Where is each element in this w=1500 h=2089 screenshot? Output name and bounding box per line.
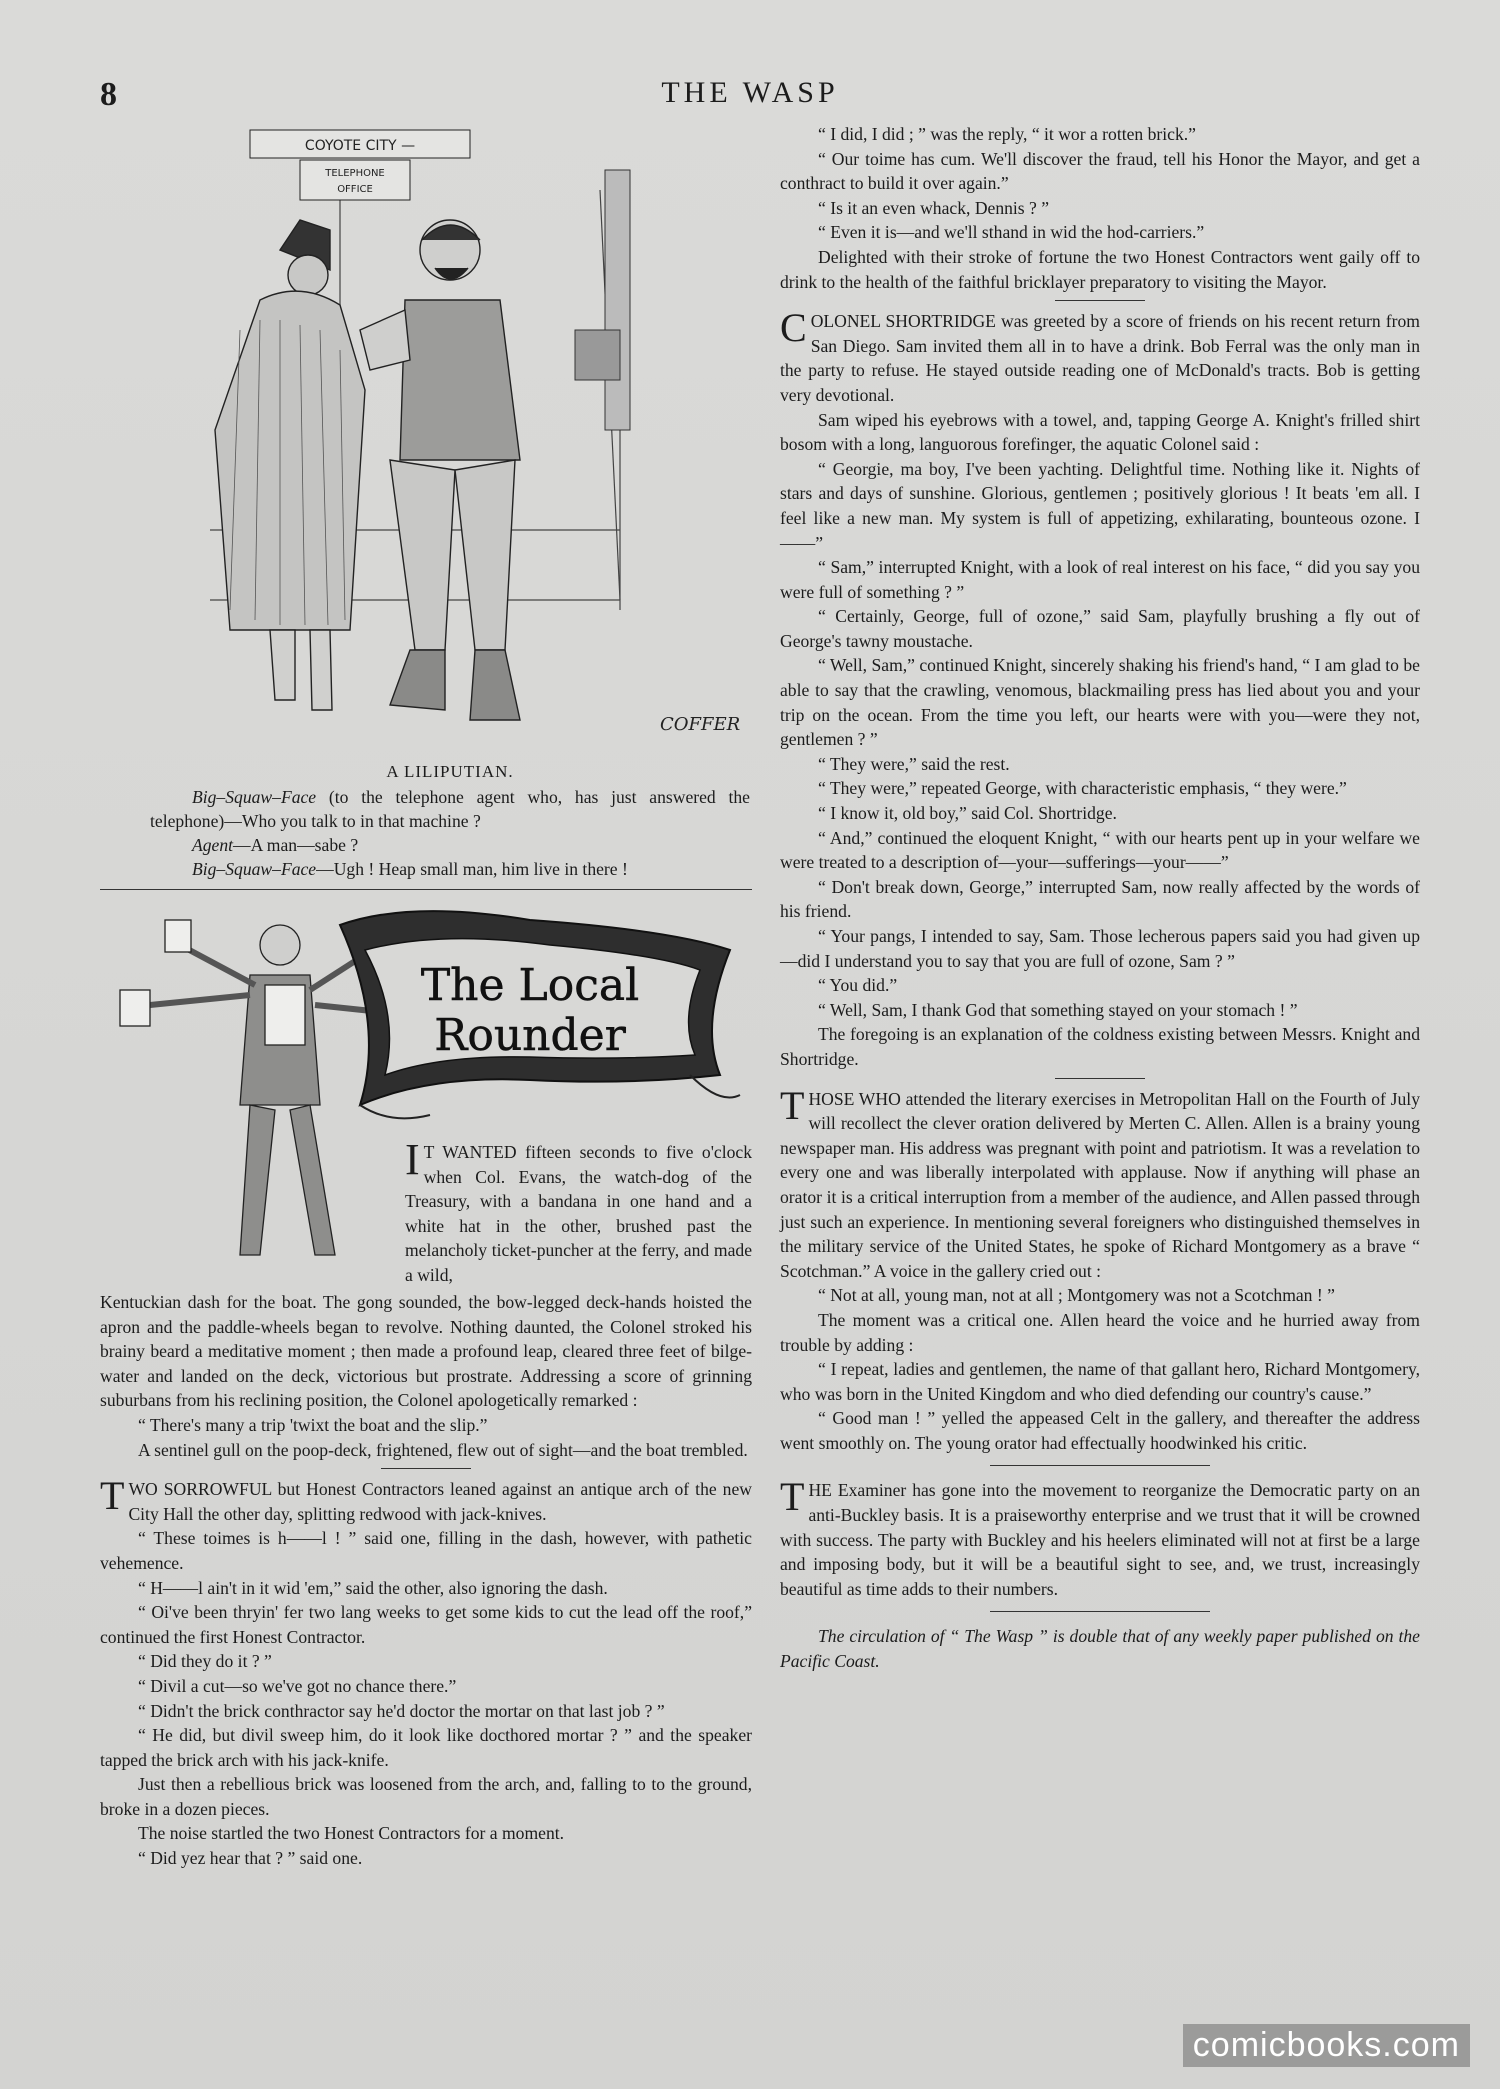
separator-rule <box>990 1611 1210 1612</box>
drop-cap: C <box>780 305 807 351</box>
paragraph <box>100 1699 752 1724</box>
cartoon-caption <box>150 760 750 881</box>
paragraph <box>780 1357 1420 1406</box>
paragraph <box>100 1576 752 1601</box>
paragraph <box>780 555 1420 604</box>
paragraph-text: “ Certainly, George, full of ozone,” said Sam, playfully brushing a fly out of George's tawny moustache. <box>780 606 1420 651</box>
paragraph-text: “ Did they do it ? ” <box>138 1651 272 1672</box>
paragraph-text: “ And,” continued the eloquent Knight, “ with our hearts pent up in your welfare we were treated to a description of—your—sufferings—your——” <box>780 827 1420 873</box>
paragraph-text: Delighted with their stroke of fortune the two Honest Contractors went gaily off to drink to the health of the faithful bricklayer preparatory to visiting the Mayor. <box>780 246 1420 292</box>
paragraph <box>780 245 1420 294</box>
paragraph-text: “ They were,” said the rest. <box>818 753 1010 774</box>
paragraph <box>780 776 1420 801</box>
paragraph-text: A sentinel gull on the poop-deck, frightened, flew out of sight—and the boat trembled. <box>138 1439 748 1460</box>
paragraph-text: “ Not at all, young man, not at all ; Montgomery was not a Scotchman ! ” <box>818 1285 1335 1306</box>
paragraph <box>100 1526 752 1575</box>
paragraph-text: Just then a rebellious brick was loosened from the arch, and, falling to to the ground, broke in a dozen pieces. <box>100 1774 752 1819</box>
paragraph-text: “ Sam,” interrupted Knight, with a look of real interest on his face, “ did you say you were full of something ? ” <box>780 557 1420 602</box>
paragraph <box>780 1283 1420 1308</box>
paragraph <box>780 1474 1420 1601</box>
paragraph-text: “ Good man ! ” yelled the appeased Celt in the gallery, and thereafter the address went smoothly on. The young orator had effectually hoodwinked his critic. <box>780 1408 1420 1453</box>
artist-signature: COFFER <box>660 714 741 735</box>
section-divider <box>100 889 752 890</box>
paragraph <box>780 924 1420 973</box>
paragraph-text: “ Divil a cut—so we've got no chance there.” <box>138 1675 457 1696</box>
svg-text:TELEPHONE: TELEPHONE <box>325 168 385 179</box>
paragraph-text: “ There's many a trip 'twixt the boat and the slip.” <box>138 1414 488 1435</box>
paragraph <box>100 1723 752 1772</box>
paragraph <box>100 1821 752 1846</box>
paragraph-text: “ Is it an even whack, Dennis ? ” <box>818 197 1050 218</box>
paragraph-text: “ I know it, old boy,” said Col. Shortridge. <box>818 803 1117 824</box>
paragraph-text: “ Our toime has cum. We'll discover the fraud, tell his Honor the Mayor, and get a conthract to build it over again.” <box>780 148 1420 194</box>
paragraph-text: Sam wiped his eyebrows with a towel, and, tapping George A. Knight's frilled shirt bosom with a long, languorous forefinger, the aquatic Colonel said : <box>780 409 1420 455</box>
separator-rule <box>381 1468 471 1469</box>
paragraph <box>780 1406 1420 1455</box>
paragraph <box>780 875 1420 924</box>
drop-cap: T <box>100 1473 125 1519</box>
separator-rule <box>990 1465 1210 1466</box>
paragraph-text: Kentuckian dash for the boat. The gong sounded, the bow-legged deck-hands hoisted the apron and the paddle-wheels began to revolve. Nothing daunted, the Colonel stroked his brainy beard a meditative moment ; then made a profound leap, cleared three feet of bilge-water and landed on the deck, victorious but prostrate. Addressing a score of grinning suburbans from his reclining position, the Colonel apologetically remarked : <box>100 1292 752 1411</box>
paragraph <box>100 1438 752 1463</box>
paragraph <box>100 1772 752 1821</box>
paragraph-text: “ H——l ain't in it wid 'em,” said the other, also ignoring the dash. <box>138 1577 608 1598</box>
paragraph-text: “ I repeat, ladies and gentlemen, the name of that gallant hero, Richard Montgomery, who was born in the United Kingdom and who died defending our country's cause.” <box>780 1359 1420 1404</box>
paragraph <box>780 196 1420 221</box>
paragraph <box>100 1413 752 1438</box>
paragraph-text: The circulation of “ The Wasp ” is double that of any weekly paper published on the Pacific Coast. <box>780 1626 1420 1672</box>
speaker-3: Big–Squaw–Face <box>192 858 317 879</box>
paragraph <box>780 604 1420 653</box>
intro-text: T WANTED fifteen seconds to five o'clock when Col. Evans, the watch-dog of the Treasury, with a bandana in one hand and a white hat in the other, brushed past the melancholy ticket-puncher at the ferry, and made a wild, <box>405 1142 752 1285</box>
speaker-2: Agent <box>192 834 234 855</box>
paragraph-text: “ Well, Sam,” continued Knight, sincerely shaking his friend's hand, “ I am glad to be able to say that the crawling, venomous, blackmailing press has lied about you and your trip on the ocean. From the time you left, our hearts were with you—were they not, gentlemen ? ” <box>780 655 1420 750</box>
paragraph-text: “ Oi've been thryin' fer two lang weeks to get some kids to cut the lead off the roof,” continued the first Honest Contractor. <box>100 1602 752 1647</box>
paragraph-text: HE Examiner has gone into the movement to reorganize the Democratic party on an anti-Buckley basis. It is a praiseworthy enterprise and we trust that it will be crowned with success. The party with Buckley and his heelers eliminated will not at first be a large and imposing body, but it will be a beautiful sight to see, and, we trust, increasingly beautiful as time adds to their numbers. <box>780 1480 1420 1599</box>
paragraph-text: The moment was a critical one. Allen heard the voice and he hurried away from trouble by adding : <box>780 1309 1420 1355</box>
paragraph-text: “ These toimes is h——l ! ” said one, filling in the dash, however, with pathetic vehemence. <box>100 1528 752 1573</box>
paragraph-text: “ Didn't the brick conthractor say he'd doctor the mortar on that last job ? ” <box>138 1700 665 1721</box>
paragraph-text: OLONEL SHORTRIDGE was greeted by a score of friends on his recent return from San Diego. Sam invited them all in to have a drink. Bob Ferral was the only man in the party to refuse. He stayed outside reading one of McDonald's tracts. Bob is getting very devotional. <box>780 311 1420 405</box>
paragraph-text: The foregoing is an explanation of the coldness existing between Messrs. Knight and Shortridge. <box>780 1024 1420 1069</box>
line-3: —Ugh ! Heap small man, him live in there ! <box>316 858 628 879</box>
paragraph-text: “ Did yez hear that ? ” said one. <box>138 1848 363 1869</box>
separator-rule <box>1055 1078 1145 1079</box>
paragraph <box>780 305 1420 407</box>
paragraph <box>100 1674 752 1699</box>
paragraph <box>780 826 1420 875</box>
line-2: —A man—sabe ? <box>233 834 359 855</box>
paragraph-text: “ Georgie, ma boy, I've been yachting. Delightful time. Nothing like it. Nights of stars and days of sunshine. Glorious, gentlemen ; positively glorious ! It beats 'em all. I feel like a new man. My system is full of appetizing, exhilarating, bounteous ozone. I——” <box>780 458 1420 553</box>
paragraph-text: WO SORROWFUL but Honest Contractors leaned against an antique arch of the new City Hall the other day, splitting redwood with jack-knives. <box>128 1479 752 1524</box>
paragraph <box>780 1022 1420 1071</box>
paragraph-text: “ He did, but divil sweep him, do it look like docthored mortar ? ” and the speaker tapped the brick arch with his jack-knife. <box>100 1725 752 1770</box>
liliputian-cartoon <box>200 130 741 760</box>
masthead-title: THE WASP <box>661 76 839 109</box>
paragraph-text: “ You did.” <box>818 975 898 996</box>
speaker-1: Big–Squaw–Face <box>192 786 317 807</box>
paragraph-text: “ I did, I did ; ” was the reply, “ it wor a rotten brick.” <box>818 124 1196 144</box>
paragraph-text: The noise startled the two Honest Contractors for a moment. <box>138 1823 565 1844</box>
paragraph <box>780 973 1420 998</box>
separator-rule <box>1055 300 1145 301</box>
paragraph-text: “ Well, Sam, I thank God that something stayed on your stomach ! ” <box>818 999 1298 1020</box>
cartoon-dialogue <box>150 785 750 881</box>
paragraph-text: “ Your pangs, I intended to say, Sam. Those lecherous papers said you had given up—did I understand you to say that you are full of ozone, Sam ? ” <box>780 926 1420 971</box>
drop-cap: T <box>780 1474 805 1520</box>
paragraph <box>780 122 1420 147</box>
cartoon-title: A LILIPUTIAN. <box>386 762 514 781</box>
left-column-body <box>100 1290 752 1871</box>
paragraph <box>780 147 1420 196</box>
local-rounder-intro <box>405 1135 752 1288</box>
banner-line1: The Local <box>420 960 640 1011</box>
paragraph <box>780 752 1420 777</box>
paragraph <box>780 653 1420 751</box>
drop-cap: T <box>780 1082 805 1128</box>
banner-line2: Rounder <box>434 1010 626 1061</box>
sign-text: COYOTE CITY — <box>304 138 416 154</box>
paragraph <box>100 1473 752 1526</box>
paragraph <box>780 408 1420 457</box>
paragraph <box>780 998 1420 1023</box>
svg-text:OFFICE: OFFICE <box>337 184 373 195</box>
paragraph <box>780 1624 1420 1673</box>
paragraph-text: HOSE WHO attended the literary exercises in Metropolitan Hall on the Fourth of July will recollect the clever oration delivered by Merten C. Allen. Allen is a brainy young newspaper man. His address was pregnant with point and patriotism. It was a revelation to every one and was liberally interpolated with applause. Now if anything will phase an orator it is a critical interruption from a member of the audience, and Allen passed through just such an experience. In mentioning several foreigners who distinguished themselves in the military service of the United States, he spoke of Richard Montgomery as a brave “ Scotchman.” A voice in the gallery cried out : <box>780 1088 1420 1281</box>
paragraph <box>100 1649 752 1674</box>
drop-cap: I <box>405 1135 420 1184</box>
paragraph <box>780 1308 1420 1357</box>
paragraph <box>780 801 1420 826</box>
paragraph-text: “ Don't break down, George,” interrupted Sam, now really affected by the words of his friend. <box>780 876 1420 922</box>
line-1: (to the telephone agent who, has just answered the telephone)—Who you talk to in that machine ? <box>150 786 750 831</box>
paragraph <box>100 1846 752 1871</box>
paragraph-text: “ Even it is—and we'll sthand in wid the hod-carriers.” <box>818 222 1205 243</box>
paragraph <box>100 1290 752 1413</box>
page-number: 8 <box>100 76 117 113</box>
right-column-body <box>780 122 1420 1674</box>
paragraph <box>780 1082 1420 1284</box>
paragraph <box>780 220 1420 245</box>
paragraph <box>780 457 1420 555</box>
watermark: comicbooks.com <box>1183 2024 1470 2067</box>
paragraph <box>100 1600 752 1649</box>
paragraph-text: “ They were,” repeated George, with characteristic emphasis, “ they were.” <box>818 778 1347 799</box>
